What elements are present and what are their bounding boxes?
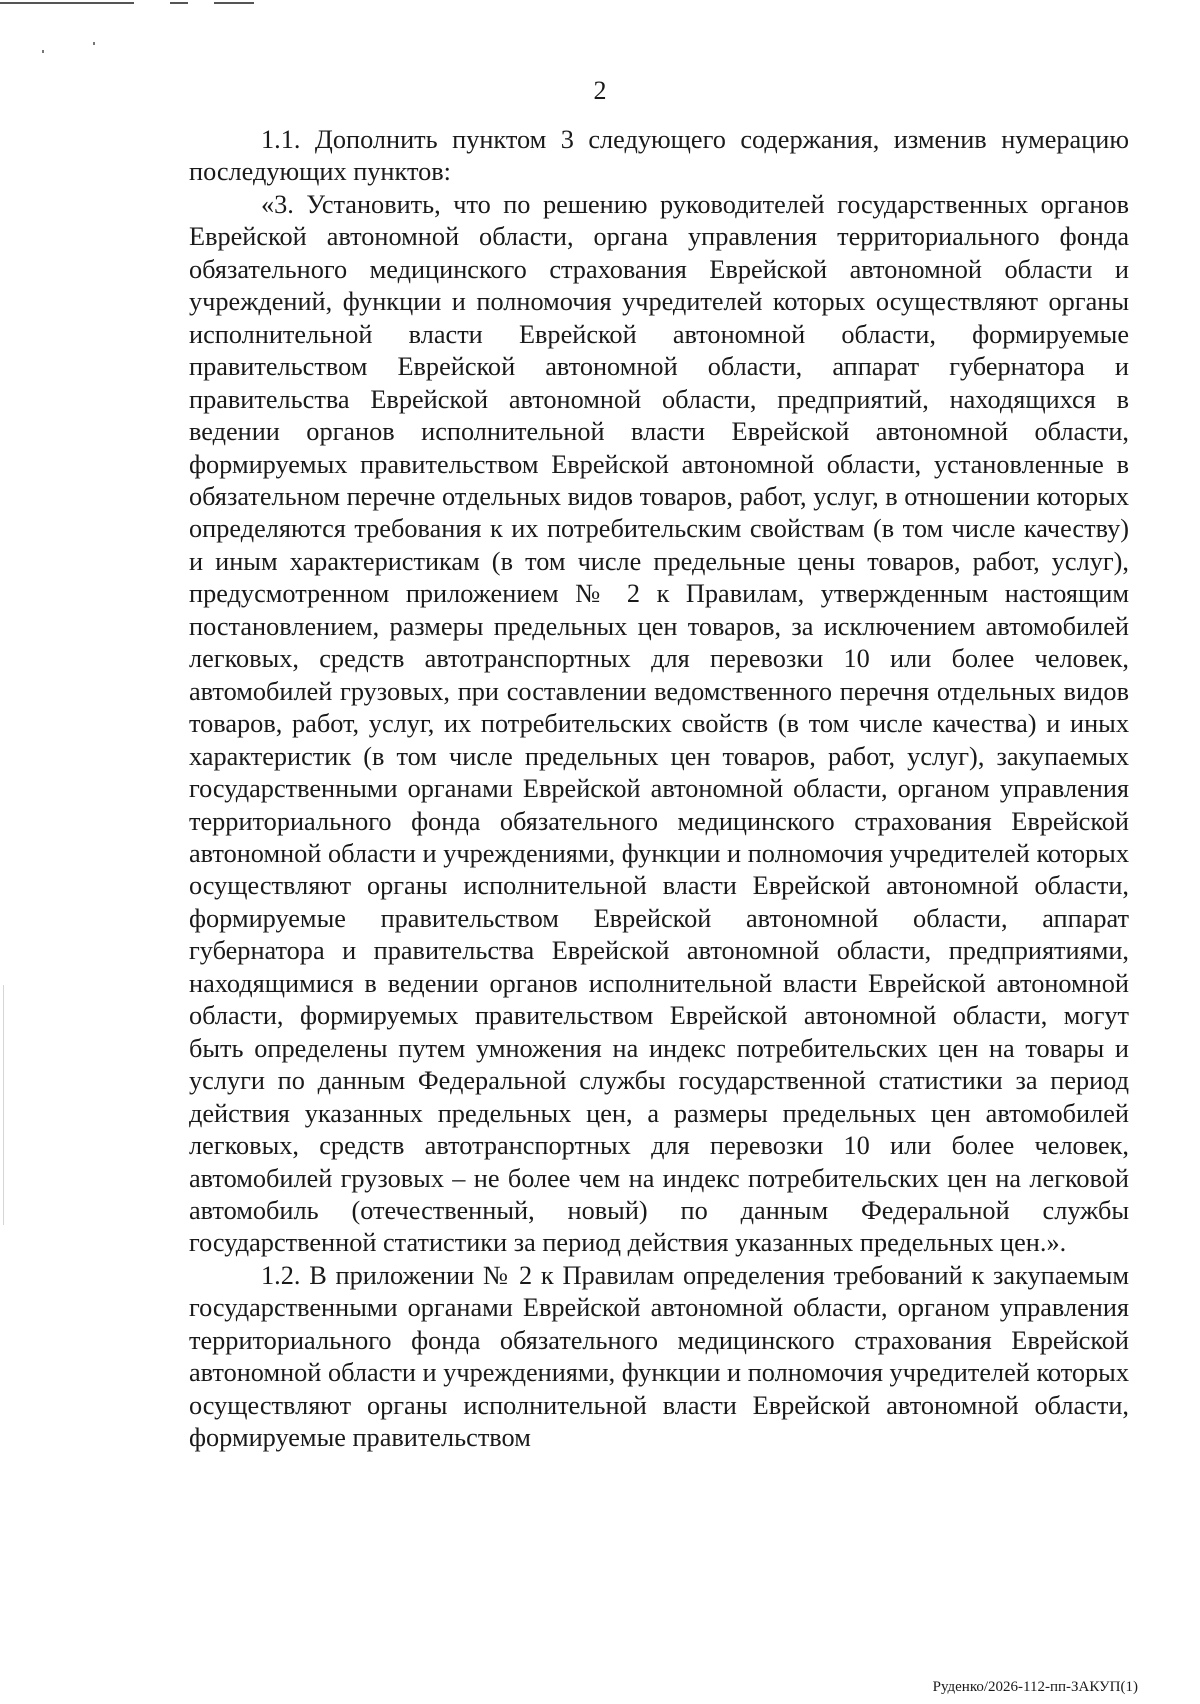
scan-edge-shadow: [3, 985, 4, 1225]
scan-speck: [93, 42, 95, 45]
paragraph-quoted-item-3: «3. Установить, что по решению руководителей государственных органов Еврейской автономной области, органа управления территориального фонда обязательного медицинского страхования Еврейской автономной области и учреждений, функции и полномочия учредителей которых осуществляют органы исполнительной власти Еврейской автономной области, формируемые правительством Еврейской автономной области, аппарат губернатора и правительства Еврейской автономной области, предприятий, находящихся в ведении органов исполнительной власти Еврейской автономной области, формируемых правительством Еврейской автономной области, установленные в обязательном перечне отдельных видов товаров, работ, услуг, в отношении которых определяются требования к их потребительским свойствам (в том числе качеству) и иным характеристикам (в том числе предельные цены товаров, работ, услуг), предусмотренном приложением № 2 к Правилам, утвержденным настоящим постановлением, размеры предельных цен товаров, за исключением автомобилей легковых, средств автотранспортных для перевозки 10 или более человек, автомобилей грузовых, при составлении ведомственного перечня отдельных видов товаров, работ, услуг, их потребительских свойств (в том числе качества) и иных характеристик (в том числе предельных цен товаров, работ, услуг), закупаемых государственными органами Еврейской автономной области, органом управления территориального фонда обязательного медицинского страхования Еврейской автономной области и учреждениями, функции и полномочия учредителей которых осуществляют органы исполнительной власти Еврейской автономной области, формируемые правительством Еврейской автономной области, аппарат губернатора и правительства Еврейской автономной области, предприятиями, находящимися в ведении органов исполнительной власти Еврейской автономной области, формируемых правительством Еврейской автономной области, могут быть определены путем умножения на индекс потребительских цен на товары и услуги по данным Федеральной службы государственной статистики за период действия указанных предельных цен, а размеры предельных цен автомобилей легковых, средств автотранспортных для перевозки 10 или более человек, автомобилей грузовых – не более чем на индекс потребительских цен на легковой автомобиль (отечественный, новый) по данным Федеральной службы государственной статистики за период действия указанных предельных цен.».: [189, 189, 1129, 1258]
paragraph-1-1: 1.1. Дополнить пунктом 3 следующего содержания, изменив нумерацию последующих пунктов:: [189, 125, 1129, 187]
page-number: 2: [593, 76, 607, 105]
scan-speck: [42, 50, 44, 53]
scan-mark: [214, 2, 254, 4]
footer-document-code: Руденко/2026-112-пп-ЗАКУП(1): [932, 1679, 1138, 1695]
scan-mark: [0, 2, 134, 4]
document-body: [189, 124, 1129, 1455]
scan-mark: [170, 2, 188, 4]
paragraph-1-2: 1.2. В приложении № 2 к Правилам определения требований к закупаемым государственными органами Еврейской автономной области, органом управления территориального фонда обязательного медицинского страхования Еврейской автономной области и учреждениями, функции и полномочия учредителей которых осуществляют органы исполнительной власти Еврейской автономной области, формируемые правительством: [189, 1260, 1129, 1453]
